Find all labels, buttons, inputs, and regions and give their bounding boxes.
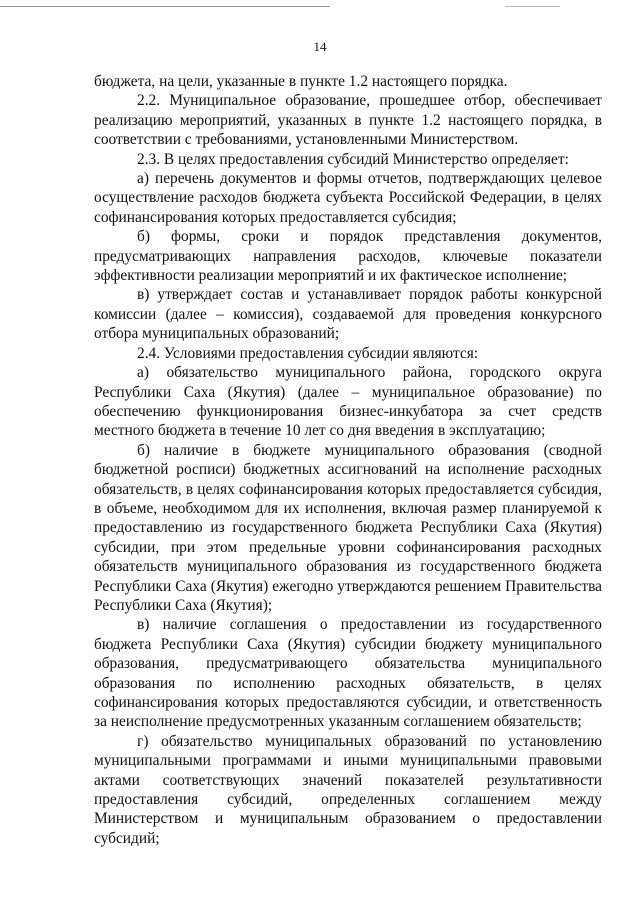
paragraph-2-4-b: б) наличие в бюджете муниципального образования (сводной бюджетной росписи) бюджетных ассигнований на исполнение расходных обязательств, в целях софинансирования которых предоставляется субсидия, в объеме, необходимом для их исполнения, включая размер планируемой к предоставлению из государственного бюджета Республики Саха (Якутия) субсидии, при этом предельные уровни софинансирования расходных обязательств муниципального образования из государственного бюджета Республики Саха (Якутия) ежегодно утверждаются решением Правительства Республики Саха (Якутия); <box>94 441 602 614</box>
paragraph-2-4-g: г) обязательство муниципальных образований по установлению муниципальными программами и иными муниципальными правовыми актами соответствующих значений показателей результативности предоставления субсидий, определенных соглашением между Министерством и муниципальным образованием о предоставлении субсидий; <box>94 732 602 847</box>
paragraph-2-3: 2.3. В целях предоставления субсидий Министерство определяет: <box>137 150 569 168</box>
body-text <box>94 72 602 848</box>
paragraph-2-3-v: в) утверждает состав и устанавливает порядок работы конкурсной комиссии (далее – комиссия), создаваемой для проведения конкурсного отбора муниципальных образований; <box>94 286 602 343</box>
paragraph-2-3-b: б) формы, сроки и порядок представления документов, предусматривающих направления расходов, ключевые показатели эффективности реализации мероприятий и их фактическое исполнение; <box>94 228 602 285</box>
paragraph-2-2: 2.2. Муниципальное образование, прошедшее отбор, обеспечивает реализацию мероприятий, указанных в пункте 1.2 настоящего порядка, в соответствии с требованиями, установленными Министерством. <box>94 92 602 149</box>
paragraph-2-4-v: в) наличие соглашения о предоставлении из государственного бюджета Республики Саха (Якутия) субсидии бюджету муниципального образования, предусматривающего обязательства муниципального образования по исполнению расходных обязательств, в целях софинансирования которых предоставляются субсидии, и ответственность за неисполнение предусмотренных указанным соглашением обязательств; <box>94 616 602 731</box>
scan-artifact-line <box>0 6 330 7</box>
paragraph-continuation: бюджета, на цели, указанные в пункте 1.2 настоящего порядка. <box>94 73 508 90</box>
scan-artifact-line <box>505 6 560 7</box>
paragraph-2-4: 2.4. Условиями предоставления субсидии являются: <box>137 344 479 362</box>
paragraph-2-4-a: а) обязательство муниципального района, городского округа Республики Саха (Якутия) (далее – муниципальное образование) по обеспечению функционирования бизнес-инкубатора за счет средств местного бюджета в течение 10 лет со дня введения в эксплуатацию; <box>94 364 602 440</box>
paragraph-2-3-a: а) перечень документов и формы отчетов, подтверждающих целевое осуществление расходов бюджета субъекта Российской Федерации, в целях софинансирования которых предоставляется субсидия; <box>94 170 602 226</box>
page-number: 14 <box>313 39 327 54</box>
